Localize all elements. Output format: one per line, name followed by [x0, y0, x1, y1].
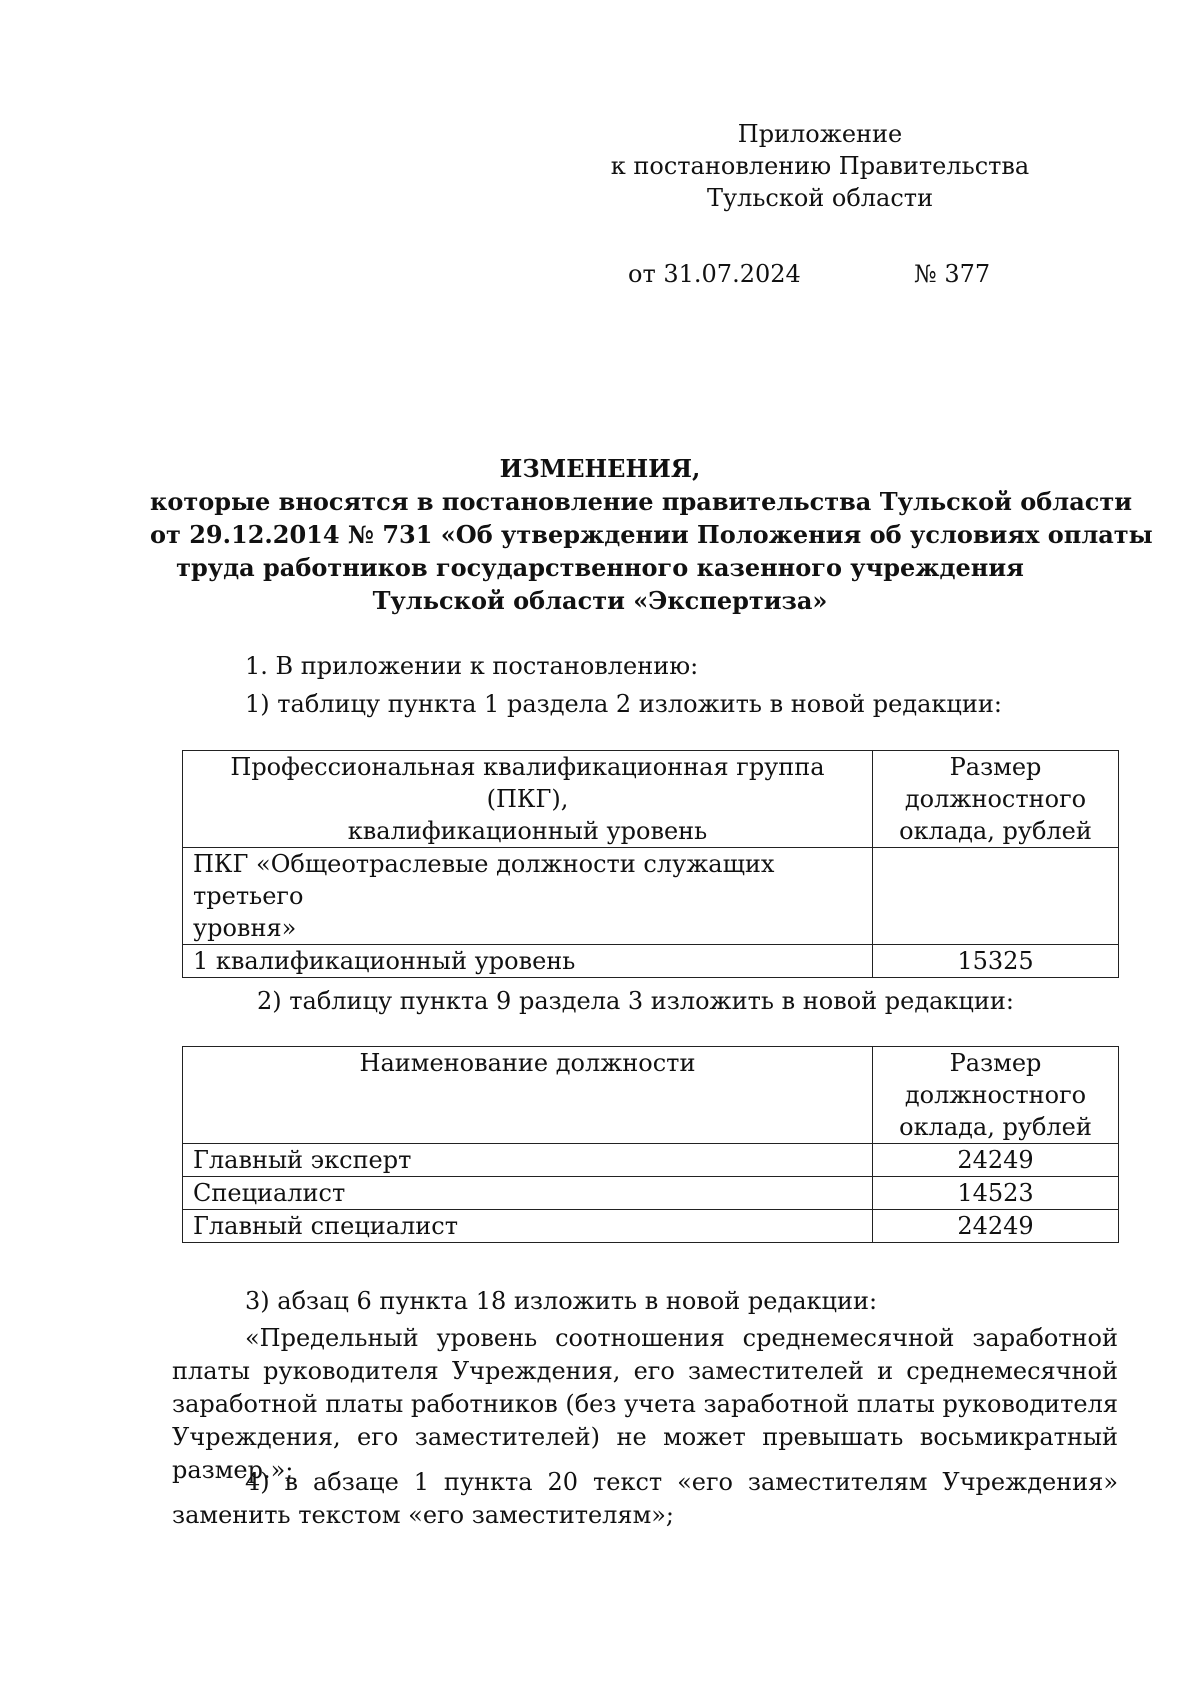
position-cell: Специалист: [183, 1177, 873, 1210]
table-row: [183, 1210, 1119, 1243]
empty-cell: [873, 848, 1119, 945]
salary-cell: 15325: [873, 945, 1119, 978]
header-text-line: оклада, рублей: [899, 1113, 1092, 1141]
salary-table-1: [182, 750, 1119, 978]
title-line-1: ИЗМЕНЕНИЯ,: [499, 454, 701, 483]
decree-date: от 31.07.2024: [628, 260, 801, 288]
group-cell: [183, 848, 873, 945]
sub-item-1: 1) таблицу пункта 1 раздела 2 изложить в новой редакции:: [245, 690, 1002, 718]
title-line-2: которые вносятся в постановление правительства Тульской области: [150, 487, 1133, 516]
table-header-cell: [873, 1047, 1119, 1144]
table-header-cell: [873, 751, 1119, 848]
salary-cell: 24249: [873, 1210, 1119, 1243]
group-text-line: ПКГ «Общеотраслевые должности служащих третьего: [193, 850, 775, 910]
header-text-line: Размер: [949, 1049, 1042, 1077]
appendix-label: Приложение: [737, 120, 903, 148]
document-title: [150, 452, 1153, 617]
header-text-line: должностного: [904, 785, 1087, 813]
approval-block: [590, 118, 1050, 214]
header-text-line: квалификационный уровень: [347, 817, 708, 845]
table-row: [183, 1177, 1119, 1210]
position-cell: 1 квалификационный уровень: [183, 945, 873, 978]
header-text-line: Размер: [949, 753, 1042, 781]
header-text-line: Профессиональная квалификационная группа (ПКГ),: [230, 753, 825, 813]
table-header-cell: Наименование должности: [183, 1047, 873, 1144]
header-text-line: должностного: [904, 1081, 1087, 1109]
position-cell: Главный эксперт: [183, 1144, 873, 1177]
table-header-row: [183, 751, 1119, 848]
table-row: [183, 1144, 1119, 1177]
decree-reference: к постановлению Правительства: [610, 152, 1030, 180]
sub-item-3: 3) абзац 6 пункта 18 изложить в новой редакции:: [245, 1287, 878, 1315]
salary-cell: 14523: [873, 1177, 1119, 1210]
group-text-line: уровня»: [193, 914, 297, 942]
decree-number: № 377: [914, 260, 991, 288]
title-line-3: от 29.12.2014 № 731 «Об утверждении Положения об условиях оплаты: [150, 520, 1153, 549]
region-name: Тульской области: [706, 184, 934, 212]
table-row: [183, 945, 1119, 978]
position-cell: Главный специалист: [183, 1210, 873, 1243]
quoted-paragraph: «Предельный уровень соотношения среднемесячной заработной платы руководителя Учреждения, его заместителей и среднемесячной заработной платы работников (без учета заработной платы руководителя Учреждения, его заместителей) не может превышать восьмикратный размер.»;: [172, 1324, 1118, 1484]
header-text-line: оклада, рублей: [899, 817, 1092, 845]
table-header-cell: [183, 751, 873, 848]
sub-item-2: 2) таблицу пункта 9 раздела 3 изложить в новой редакции:: [257, 987, 1014, 1015]
salary-cell: 24249: [873, 1144, 1119, 1177]
table-header-row: [183, 1047, 1119, 1144]
sub-item-4: 4) в абзаце 1 пункта 20 текст «его заместителям Учреждения» заменить текстом «его заместителям»;: [172, 1468, 1118, 1529]
salary-table-2: [182, 1046, 1119, 1243]
table-row: [183, 848, 1119, 945]
title-line-4: труда работников государственного казенного учреждения: [176, 553, 1024, 582]
item-1: 1. В приложении к постановлению:: [245, 652, 699, 680]
title-line-5: Тульской области «Экспертиза»: [372, 586, 828, 615]
